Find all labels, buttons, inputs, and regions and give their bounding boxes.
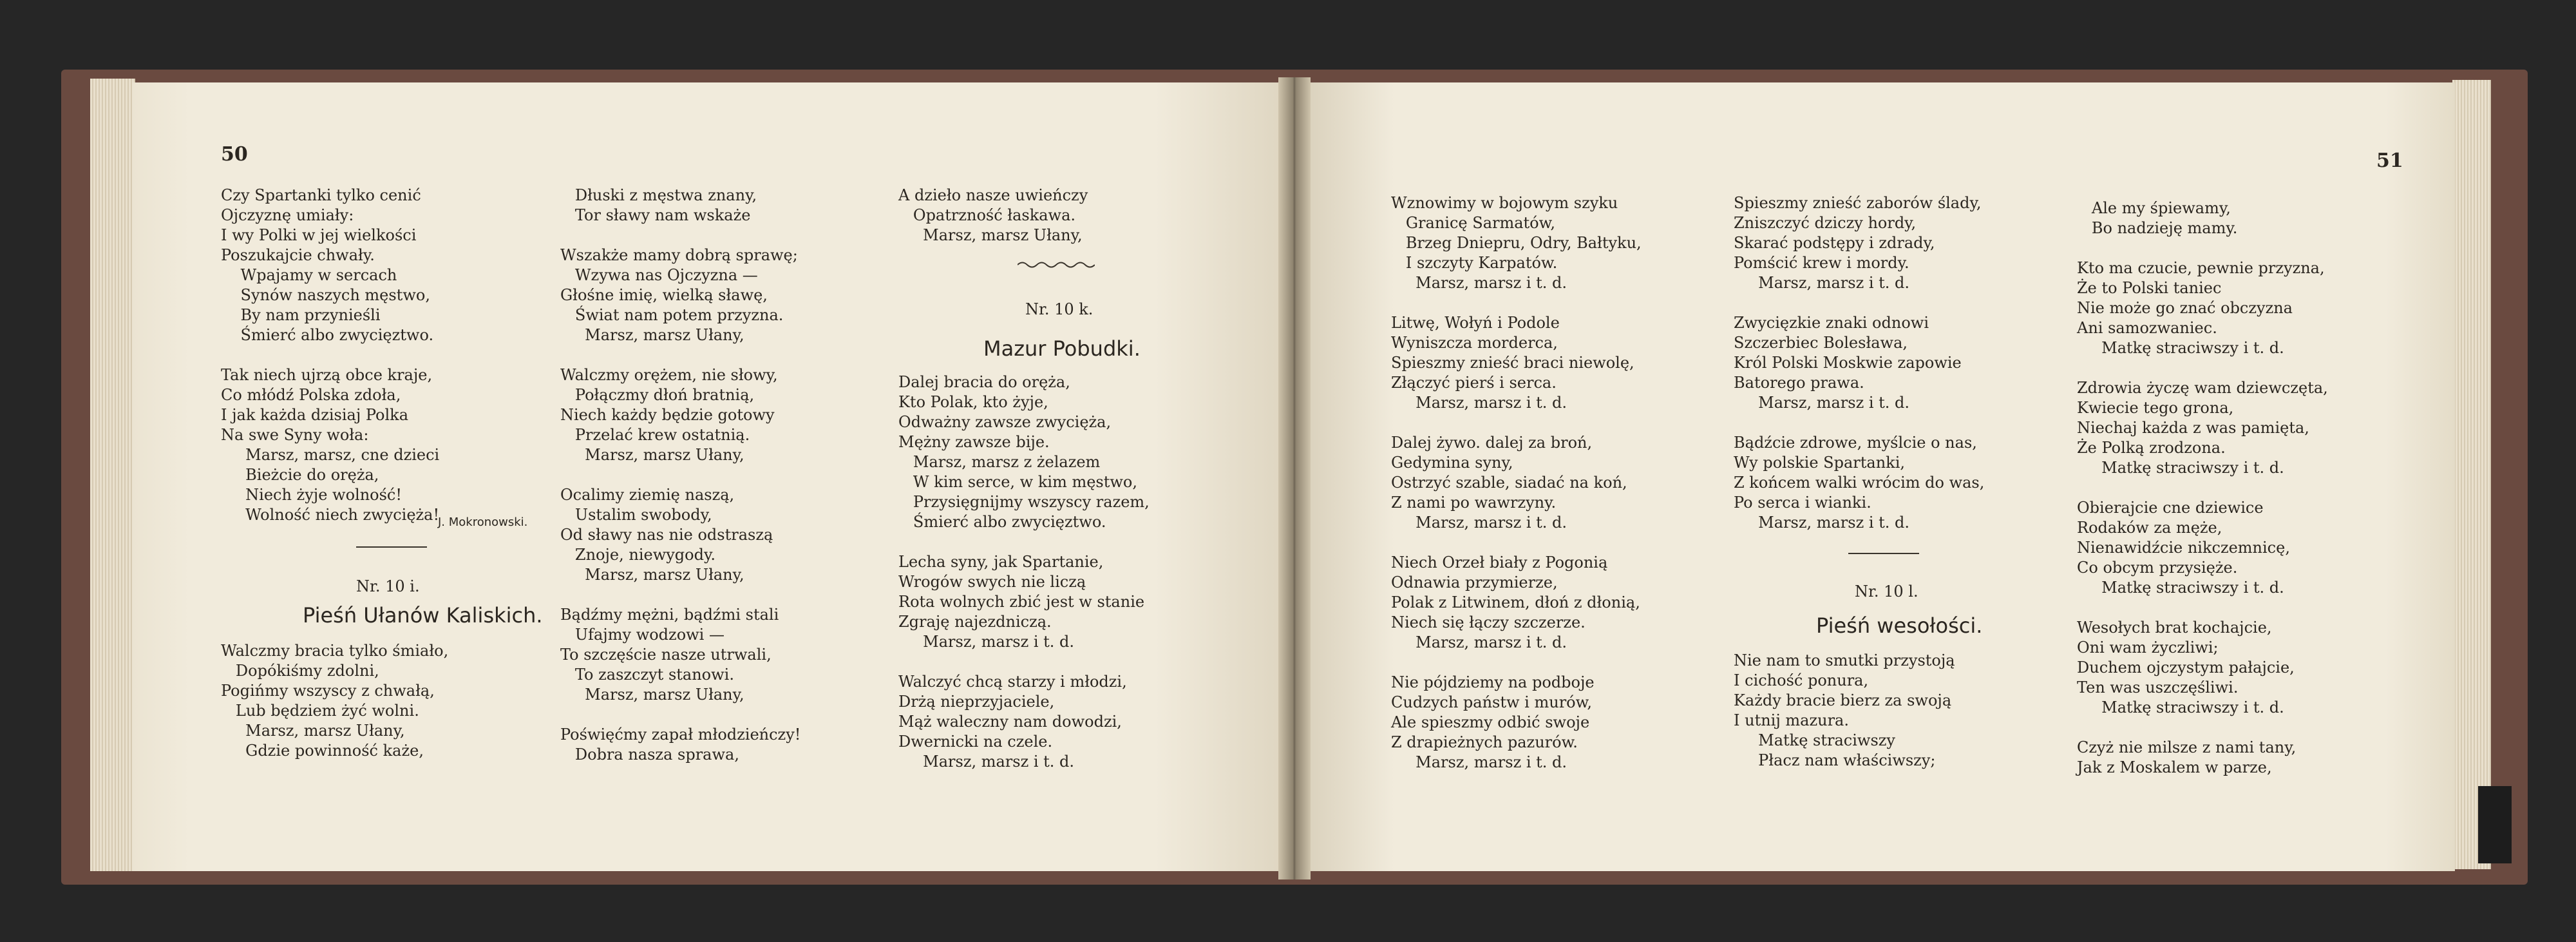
- verse-line: Wolność niech zwycięża!: [221, 506, 440, 524]
- verse-line: Spieszmy znieść braci niewolę,: [1391, 354, 1634, 372]
- verse-line: Zgraję najezdniczą.: [898, 613, 1052, 631]
- verse-line: Czyż nie milsze z nami tany,: [2077, 738, 2297, 756]
- left-col2: [560, 186, 800, 765]
- verse-line: [2077, 478, 2328, 498]
- verse-line: Płacz nam właściwszy;: [1734, 751, 1936, 769]
- verse-line: W kim serce, w kim męstwo,: [898, 473, 1138, 491]
- verse-line: Polak z Litwinem, dłoń z dłonią,: [1391, 593, 1640, 611]
- verse-line: Co obcym przysięże.: [2077, 559, 2238, 577]
- verse-line: Ocalimy ziemię naszą,: [560, 486, 735, 504]
- verse-line: Litwę, Wołyń i Podole: [1391, 314, 1560, 332]
- verse-line: Matkę straciwszy i t. d.: [2077, 459, 2284, 477]
- left-col1b: [221, 641, 448, 761]
- left-col3a: [898, 186, 1088, 245]
- verse-line: Dwernicki na czele.: [898, 733, 1053, 751]
- verse-line: Marsz, marsz i t. d.: [1734, 514, 1910, 532]
- verse-line: Przysięgnijmy wszyscy razem,: [898, 493, 1150, 511]
- divider-rule: [1848, 553, 1919, 554]
- verse-line: Granicę Sarmatów,: [1391, 214, 1555, 232]
- verse-line: To szczęście nasze utrwali,: [560, 646, 772, 664]
- verse-line: [560, 705, 800, 725]
- verse-line: Zdrowia życzę wam dziewczęta,: [2077, 379, 2328, 397]
- verse-line: Marsz, marsz Ułany,: [560, 326, 744, 344]
- verse-line: Jak z Moskalem w parze,: [2077, 758, 2272, 776]
- verse-line: Świat nam potem przyzna.: [560, 306, 784, 324]
- verse-line: [2077, 238, 2328, 258]
- verse-line: Dalej żywo. dalej za broń,: [1391, 434, 1593, 452]
- verse-line: Kwiecie tego grona,: [2077, 399, 2234, 417]
- verse-line: Marsz, marsz Ułany,: [221, 722, 405, 740]
- right-col2a: [1734, 193, 1984, 533]
- verse-line: [560, 345, 800, 365]
- verse-line: Wzywa nas Ojczyzna —: [560, 266, 758, 284]
- verse-line: Dalej bracia do oręża,: [898, 373, 1070, 391]
- verse-line: Poświęćmy zapał młodzieńczy!: [560, 726, 801, 744]
- verse-line: Marsz, marsz i t. d.: [1391, 514, 1567, 532]
- ornament-divider: [1018, 260, 1095, 269]
- verse-line: Śmierć albo zwycięztwo.: [221, 326, 434, 344]
- verse-line: Rota wolnych zbić jest w stanie: [898, 593, 1145, 611]
- verse-line: [221, 345, 439, 365]
- verse-line: Marsz, marsz, cne dzieci: [221, 446, 440, 464]
- verse-line: By nam przynieśli: [221, 306, 381, 324]
- verse-line: Każdy bracie bierz za swoją: [1734, 691, 1952, 709]
- verse-line: Ustalim swobody,: [560, 506, 712, 524]
- left-page-edges: [90, 79, 135, 871]
- verse-line: Batorego prawa.: [1734, 374, 1864, 392]
- song-number: Nr. 10 k.: [1025, 300, 1094, 318]
- verse-line: Gedymina syny,: [1391, 454, 1513, 472]
- verse-line: [898, 652, 1150, 672]
- verse-line: Matkę straciwszy i t. d.: [2077, 579, 2284, 597]
- verse-line: Gdzie powinność każe,: [221, 742, 424, 760]
- verse-line: Tak niech ujrzą obce kraje,: [221, 366, 433, 384]
- verse-line: Lecha syny, jak Spartanie,: [898, 553, 1104, 571]
- verse-line: Z drapieżnych pazurów.: [1391, 733, 1578, 751]
- song-title: Pieśń Ułanów Kaliskich.: [303, 603, 543, 628]
- verse-line: Ten was uszczęśliwi.: [2077, 678, 2239, 697]
- verse-line: Szczerbiec Bolesława,: [1734, 334, 1908, 352]
- verse-line: Zniszczyć dziczy hordy,: [1734, 214, 1917, 232]
- verse-line: Marsz, marsz Ułany,: [898, 226, 1083, 244]
- verse-line: Ojczyznę umiały:: [221, 206, 354, 224]
- verse-line: Ani samozwaniec.: [2077, 319, 2217, 337]
- verse-line: [1734, 293, 1984, 313]
- verse-line: Matkę straciwszy: [1734, 731, 1895, 749]
- verse-line: Przelać krew ostatnią.: [560, 426, 750, 444]
- verse-line: I wy Polki w jej wielkości: [221, 226, 417, 244]
- verse-line: Ale my śpiewamy,: [2077, 199, 2231, 217]
- verse-line: Marsz, marsz i t. d.: [898, 753, 1075, 771]
- song-title: Mazur Pobudki.: [983, 336, 1141, 361]
- verse-line: [1391, 653, 1642, 673]
- verse-line: Nie nam to smutki przystoją: [1734, 651, 1955, 669]
- verse-line: Marsz, marsz z żelazem: [898, 453, 1101, 471]
- verse-line: Bądźmy mężni, bądźmi stali: [560, 606, 779, 624]
- verse-line: Marsz, marsz i t. d.: [1391, 394, 1567, 412]
- verse-line: Matkę straciwszy i t. d.: [2077, 698, 2284, 716]
- left-col1: [221, 186, 439, 525]
- song-number: Nr. 10 i.: [356, 577, 420, 595]
- verse-line: Głośne imię, wielką sławę,: [560, 286, 768, 304]
- verse-line: I jak każda dzisiaj Polka: [221, 406, 409, 424]
- verse-line: [1391, 293, 1642, 313]
- verse-line: Z nami po wawrzyny.: [1391, 494, 1557, 512]
- verse-line: Marsz, marsz Ułany,: [560, 446, 744, 464]
- verse-line: Pogińmy wszyscy z chwałą,: [221, 682, 435, 700]
- verse-line: [1734, 413, 1984, 433]
- verse-line: Synów naszych męstwo,: [221, 286, 430, 304]
- verse-line: Poszukajcie chwały.: [221, 246, 375, 264]
- verse-line: Wznowimy w bojowym szyku: [1391, 194, 1618, 212]
- verse-line: Mąż waleczny nam dowodzi,: [898, 713, 1122, 731]
- verse-line: Dopókiśmy zdolni,: [221, 662, 379, 680]
- page-number-right: 51: [2376, 149, 2403, 172]
- book-gutter: [1278, 77, 1311, 880]
- verse-line: Wesołych brat kochajcie,: [2077, 619, 2272, 637]
- verse-line: Mężny zawsze bije.: [898, 433, 1050, 451]
- signature: J. Mokronowski.: [438, 515, 528, 529]
- verse-line: I cichość ponura,: [1734, 671, 1869, 689]
- verse-line: Marsz, marsz i t. d.: [1391, 274, 1567, 292]
- verse-line: Wpajamy w sercach: [221, 266, 397, 284]
- verse-line: Dłuski z męstwa znany,: [560, 186, 757, 204]
- left-col3b: [898, 372, 1150, 772]
- verse-line: Złączyć pierś i serca.: [1391, 374, 1557, 392]
- verse-line: Śmierć albo zwycięztwo.: [898, 513, 1106, 531]
- verse-line: [560, 465, 800, 485]
- verse-line: Nienawidźcie nikczemnicę,: [2077, 539, 2290, 557]
- right-page-edges: [2452, 80, 2491, 869]
- verse-line: Ufajmy wodzowi —: [560, 626, 724, 644]
- verse-line: Niechaj każda z was pamięta,: [2077, 419, 2309, 437]
- verse-line: Lub będziem żyć wolni.: [221, 702, 419, 720]
- verse-line: Marsz, marsz i t. d.: [1734, 274, 1910, 292]
- verse-line: Obierajcie cne dziewice: [2077, 499, 2264, 517]
- verse-line: A dzieło nasze uwieńczy: [898, 186, 1088, 204]
- verse-line: Od sławy nas nie odstraszą: [560, 526, 773, 544]
- verse-line: Niech Orzeł biały z Pogonią: [1391, 553, 1608, 572]
- verse-line: I utnij mazura.: [1734, 711, 1849, 729]
- verse-line: Marsz, marsz i t. d.: [1391, 753, 1567, 771]
- song-title: Pieśń wesołości.: [1816, 613, 1983, 638]
- verse-line: Bądźcie zdrowe, myślcie o nas,: [1734, 434, 1977, 452]
- verse-line: [1391, 413, 1642, 433]
- verse-line: Oni wam życzliwi;: [2077, 639, 2219, 657]
- verse-line: Opatrzność łaskawa.: [898, 206, 1076, 224]
- verse-line: Bo nadzieję mamy.: [2077, 219, 2238, 237]
- verse-line: [560, 585, 800, 605]
- verse-line: Ale spieszmy odbić swoje: [1391, 713, 1590, 731]
- verse-line: Skarać podstępy i zdrady,: [1734, 234, 1935, 252]
- verse-line: [1391, 533, 1642, 553]
- verse-line: Wszakże mamy dobrą sprawę;: [560, 246, 798, 264]
- verse-line: Marsz, marsz Ułany,: [560, 686, 744, 704]
- verse-line: Brzeg Dniepru, Odry, Bałtyku,: [1391, 234, 1642, 252]
- verse-line: Że to Polski taniec: [2077, 279, 2222, 297]
- verse-line: To zaszczyt stanowi.: [560, 666, 734, 684]
- verse-line: Walczmy bracia tylko śmiało,: [221, 642, 449, 660]
- verse-line: Kto ma czucie, pewnie przyzna,: [2077, 259, 2325, 277]
- verse-line: Że Polką zrodzona.: [2077, 439, 2226, 457]
- verse-line: Marsz, marsz i t. d.: [1734, 394, 1910, 412]
- verse-line: Tor sławy nam wskaże: [560, 206, 751, 224]
- verse-line: I szczyty Karpatów.: [1391, 254, 1558, 272]
- verse-line: Ostrzyć szable, siadać na koń,: [1391, 474, 1627, 492]
- verse-line: Król Polski Moskwie zapowie: [1734, 354, 1962, 372]
- verse-line: Rodaków za męże,: [2077, 519, 2222, 537]
- song-number: Nr. 10 l.: [1855, 582, 1918, 601]
- verse-line: Wyniszcza morderca,: [1391, 334, 1558, 352]
- verse-line: [2077, 718, 2328, 738]
- verse-line: Niech żyje wolność!: [221, 486, 402, 504]
- divider-rule: [356, 546, 427, 548]
- verse-line: Po serca i wianki.: [1734, 494, 1871, 512]
- verse-line: Niech każdy będzie gotowy: [560, 406, 775, 424]
- right-col3: [2077, 198, 2328, 778]
- verse-line: Odnawia przymierze,: [1391, 573, 1558, 591]
- verse-line: Walczyć chcą starzy i młodzi,: [898, 673, 1127, 691]
- verse-line: Dobra nasza sprawa,: [560, 745, 739, 764]
- verse-line: Na swe Syny woła:: [221, 426, 369, 444]
- page-number-left: 50: [221, 143, 248, 166]
- verse-line: Marsz, marsz i t. d.: [898, 633, 1075, 651]
- verse-line: [2077, 358, 2328, 378]
- verse-line: Marsz, marsz i t. d.: [1391, 633, 1567, 651]
- right-col1: [1391, 193, 1642, 773]
- verse-line: Bieżcie do oręża,: [221, 466, 379, 484]
- verse-line: Walczmy orężem, nie słowy,: [560, 366, 778, 384]
- verse-line: Duchem ojczystym pałajcie,: [2077, 658, 2295, 677]
- verse-line: Wrogów swych nie liczą: [898, 573, 1086, 591]
- verse-line: Matkę straciwszy i t. d.: [2077, 339, 2284, 357]
- verse-line: Połączmy dłoń bratnią,: [560, 386, 755, 404]
- verse-line: Nie może go znać obczyzna: [2077, 299, 2293, 317]
- verse-line: Co młódź Polska zdoła,: [221, 386, 401, 404]
- verse-line: Niech się łączy szczerze.: [1391, 613, 1586, 631]
- verse-line: [2077, 598, 2328, 618]
- verse-line: Wy polskie Spartanki,: [1734, 454, 1906, 472]
- verse-line: Znoje, niewygody.: [560, 546, 715, 564]
- verse-line: Nie pójdziemy na podboje: [1391, 673, 1595, 691]
- verse-line: Cudzych państw i murów,: [1391, 693, 1592, 711]
- verse-line: Drżą nieprzyjaciele,: [898, 693, 1055, 711]
- verse-line: [898, 532, 1150, 552]
- verse-line: Marsz, marsz Ułany,: [560, 566, 744, 584]
- verse-line: Z końcem walki wrócim do was,: [1734, 474, 1985, 492]
- verse-line: Spieszmy znieść zaborów ślady,: [1734, 194, 1982, 212]
- verse-line: Pomścić krew i mordy.: [1734, 254, 1909, 272]
- verse-line: Odważny zawsze zwycięża,: [898, 413, 1112, 431]
- verse-line: Kto Polak, kto żyje,: [898, 393, 1048, 411]
- shadow-corner: [2478, 786, 2512, 863]
- verse-line: Zwycięzkie znaki odnowi: [1734, 314, 1929, 332]
- verse-line: Czy Spartanki tylko cenić: [221, 186, 421, 204]
- right-col2b: [1734, 651, 1955, 771]
- verse-line: [560, 226, 800, 245]
